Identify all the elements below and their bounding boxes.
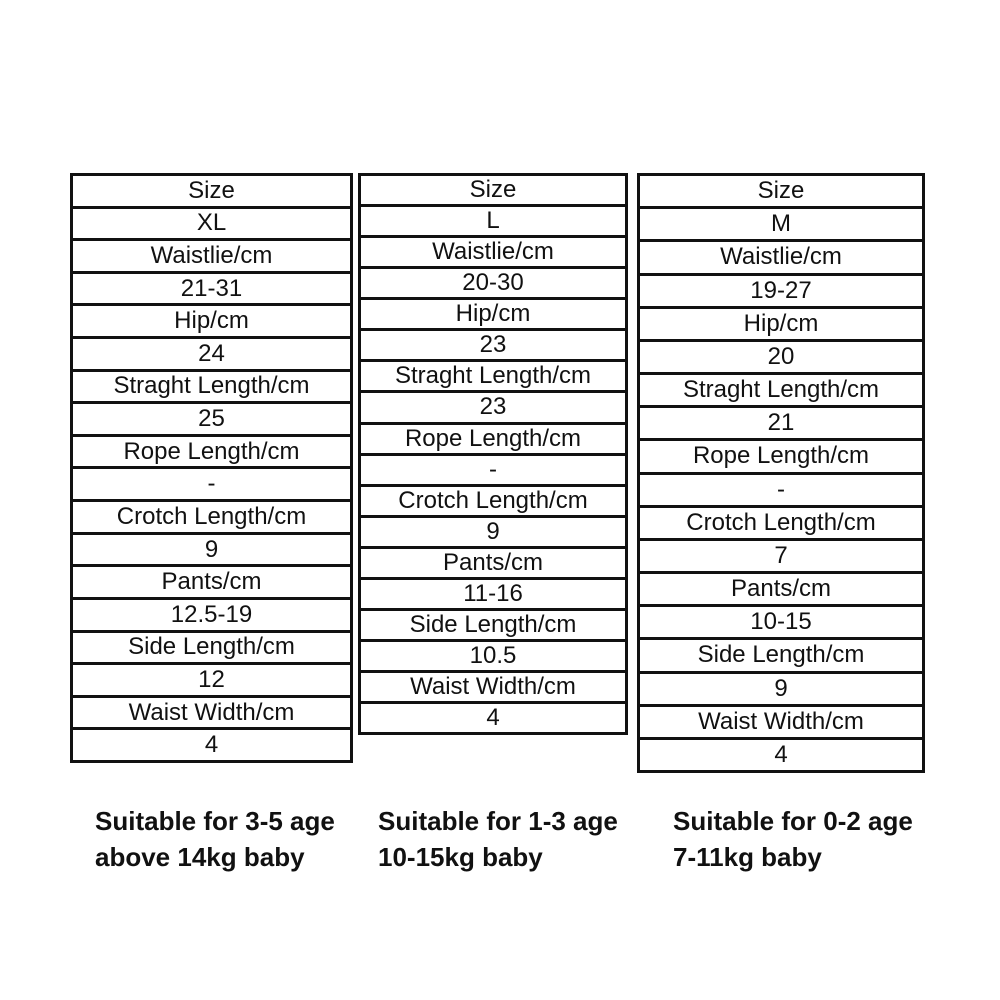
size-value-cell: XL [73, 209, 350, 242]
size-value-cell: L [361, 207, 625, 238]
rope-length-header-cell: Rope Length/cm [73, 437, 350, 470]
size-table-xl [70, 173, 353, 763]
caption-weight-line: above 14kg baby [95, 842, 305, 872]
hip-header-cell: Hip/cm [361, 300, 625, 331]
waist-width-value-cell: 4 [204, 731, 219, 759]
caption-age-line: Suitable for 1-3 age [378, 806, 618, 836]
rope-length-header-cell: Rope Length/cm [640, 441, 922, 474]
pants-value-cell: 10-15 [640, 607, 922, 640]
waist-header-cell: Waistlie/cm [361, 238, 625, 269]
waist-width-value-cell: 4 [486, 704, 500, 732]
side-length-value-cell: 9 [640, 674, 922, 707]
pants-value-cell: 11-16 [361, 580, 625, 611]
crotch-length-header-cell: Crotch Length/cm [640, 508, 922, 541]
rope-length-header-cell: Rope Length/cm [361, 425, 625, 456]
caption-weight-line: 7-11kg baby [673, 842, 822, 872]
hip-value-cell: 20 [640, 342, 922, 375]
waist-width-header-cell: Waist Width/cm [73, 698, 350, 731]
rope-length-value-cell: - [73, 469, 350, 502]
straight-length-header-cell: Straght Length/cm [640, 375, 922, 408]
hip-value-cell: 23 [361, 331, 625, 362]
waist-header-cell: Waistlie/cm [640, 242, 922, 275]
straight-length-value-cell: 25 [73, 404, 350, 437]
size-table-l [358, 173, 628, 735]
caption-weight-line: 10-15kg baby [378, 842, 543, 872]
caption-xl [95, 803, 335, 875]
side-length-header-cell: Side Length/cm [361, 611, 625, 642]
waist-value-cell: 20-30 [361, 269, 625, 300]
hip-header-cell: Hip/cm [640, 309, 922, 342]
straight-length-header-cell: Straght Length/cm [73, 372, 350, 405]
rope-length-value-cell: - [640, 475, 922, 508]
crotch-length-header-cell: Crotch Length/cm [73, 502, 350, 535]
waist-header-cell: Waistlie/cm [73, 241, 350, 274]
size-header-cell: Size [640, 176, 922, 209]
caption-age-line: Suitable for 3-5 age [95, 806, 335, 836]
rope-length-value-cell: - [361, 456, 625, 487]
caption-l [378, 803, 618, 875]
straight-length-value-cell: 23 [361, 393, 625, 424]
waist-value-cell: 19-27 [640, 276, 922, 309]
caption-age-line: Suitable for 0-2 age [673, 806, 913, 836]
pants-header-cell: Pants/cm [361, 549, 625, 580]
crotch-length-value-cell: 9 [361, 518, 625, 549]
straight-length-value-cell: 21 [640, 408, 922, 441]
crotch-length-value-cell: 9 [73, 535, 350, 568]
waist-width-header-cell: Waist Width/cm [361, 673, 625, 704]
pants-value-cell: 12.5-19 [73, 600, 350, 633]
pants-header-cell: Pants/cm [73, 567, 350, 600]
waist-width-header-cell: Waist Width/cm [640, 707, 922, 740]
caption-m [673, 803, 913, 875]
side-length-value-cell: 12 [73, 665, 350, 698]
crotch-length-value-cell: 7 [640, 541, 922, 574]
crotch-length-header-cell: Crotch Length/cm [361, 487, 625, 518]
size-header-cell: Size [361, 176, 625, 207]
side-length-header-cell: Side Length/cm [73, 633, 350, 666]
pants-header-cell: Pants/cm [640, 574, 922, 607]
waist-value-cell: 21-31 [73, 274, 350, 307]
side-length-value-cell: 10.5 [361, 642, 625, 673]
hip-header-cell: Hip/cm [73, 306, 350, 339]
size-header-cell: Size [73, 176, 350, 209]
hip-value-cell: 24 [73, 339, 350, 372]
straight-length-header-cell: Straght Length/cm [361, 362, 625, 393]
size-value-cell: M [640, 209, 922, 242]
side-length-header-cell: Side Length/cm [640, 640, 922, 673]
waist-width-value-cell: 4 [774, 741, 788, 768]
size-table-m [637, 173, 925, 773]
